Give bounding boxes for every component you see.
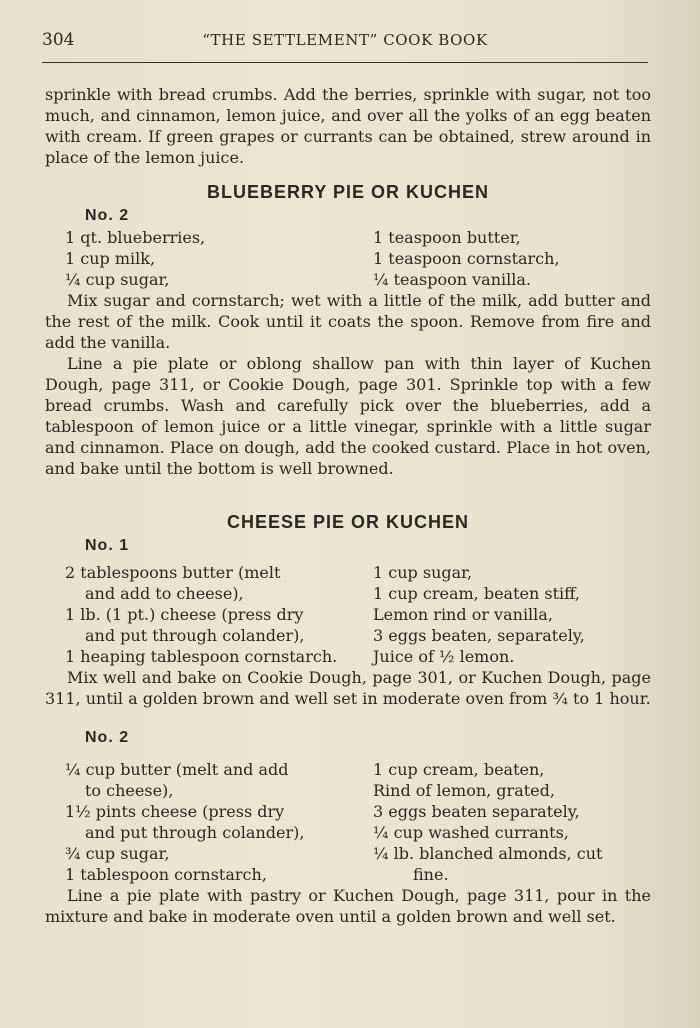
cheese-no1-ingredients <box>45 562 651 667</box>
ingredients-left <box>45 562 373 667</box>
ingredient: 3 eggs beaten, separately, <box>373 626 585 645</box>
ingredient: 1 heaping tablespoon cornstarch. <box>65 647 338 666</box>
ingredient: 1 cup milk, <box>65 249 156 268</box>
ingredient: 1 teaspoon butter, <box>373 228 521 247</box>
blueberry-paragraph: Mix sugar and cornstarch; wet with a little of the milk, add butter and the rest of the milk. Cook until it coats the spoon. Remove from fire and add the vanilla. <box>45 291 651 352</box>
ingredient: 1 cup sugar, <box>373 563 473 582</box>
ingredients-right <box>373 759 651 885</box>
ingredient: Juice of ½ lemon. <box>373 647 515 666</box>
ingredient: 1 lb. (1 pt.) cheese (press dry <box>65 605 304 624</box>
ingredient: 1 qt. blueberries, <box>65 228 206 247</box>
cheese-no2-number: No. 2 <box>85 729 130 746</box>
ingredient: ¼ cup butter (melt and add <box>65 760 289 779</box>
ingredient: Rind of lemon, grated, <box>373 781 555 800</box>
ingredient: 1 cup cream, beaten, <box>373 760 545 779</box>
ingredient: ¼ cup washed currants, <box>373 823 569 842</box>
cheese-no2-paragraph: Line a pie plate with pastry or Kuchen Dough, page 311, pour in the mixture and bake in moderate oven until a golden brown and well set. <box>45 886 651 926</box>
cheese-title: CHEESE PIE OR KUCHEN <box>226 512 470 532</box>
ingredient: and add to cheese), <box>85 584 244 603</box>
ingredient: ¼ teaspoon vanilla. <box>373 270 531 289</box>
intro-paragraph: sprinkle with bread crumbs. Add the berries, sprinkle with sugar, not too much, and cinnamon, lemon juice, and over all the yolks of an egg beaten with cream. If green grapes or currants can be obtained, strew around in place of the lemon juice. <box>45 85 651 167</box>
ingredient: and put through colander), <box>85 823 305 842</box>
ingredient: ¾ cup sugar, <box>65 844 170 863</box>
ingredient: 1 teaspoon cornstarch, <box>373 249 560 268</box>
ingredient: fine. <box>413 865 449 884</box>
ingredient: ¼ cup sugar, <box>65 270 170 289</box>
ingredient: 3 eggs beaten separately, <box>373 802 580 821</box>
ingredients-right <box>373 562 651 667</box>
cheese-no1-number: No. 1 <box>85 537 130 554</box>
ingredients-left <box>45 227 373 290</box>
page-number: 304 <box>42 30 75 50</box>
running-head: “THE SETTLEMENT” COOK BOOK <box>202 31 488 49</box>
blueberry-number: No. 2 <box>85 207 130 224</box>
ingredients-left <box>45 759 373 885</box>
page-body <box>45 84 651 927</box>
ingredient: and put through colander), <box>85 626 305 645</box>
ingredient: 1 tablespoon cornstarch, <box>65 865 267 884</box>
header-rule <box>42 62 648 63</box>
ingredient: ¼ lb. blanched almonds, cut <box>373 844 603 863</box>
ingredients-right <box>373 227 651 290</box>
page-header <box>42 30 648 54</box>
ingredient: to cheese), <box>85 781 174 800</box>
ingredient: Lemon rind or vanilla, <box>373 605 553 624</box>
cheese-no1-paragraph: Mix well and bake on Cookie Dough, page 301, or Kuchen Dough, page 311, until a golden brown and well set in moderate oven from ¾ to 1 hour. <box>45 668 651 708</box>
ingredient: 2 tablespoons butter (melt <box>65 563 281 582</box>
blueberry-ingredients <box>45 227 651 290</box>
blueberry-title: BLUEBERRY PIE OR KUCHEN <box>206 182 490 202</box>
cheese-no2-ingredients <box>45 759 651 885</box>
ingredient: 1½ pints cheese (press dry <box>65 802 285 821</box>
ingredient: 1 cup cream, beaten stiff, <box>373 584 580 603</box>
blueberry-paragraph: Line a pie plate or oblong shallow pan with thin layer of Kuchen Dough, page 311, or Cookie Dough, page 301. Sprinkle top with a few bread crumbs. Wash and carefully pick over the blueberries, add a tablespoon of lemon juice or a little vinegar, sprinkle with a little sugar and cinnamon. Place on dough, add the cooked custard. Place in hot oven, and bake until the bottom is well browned. <box>45 354 651 478</box>
